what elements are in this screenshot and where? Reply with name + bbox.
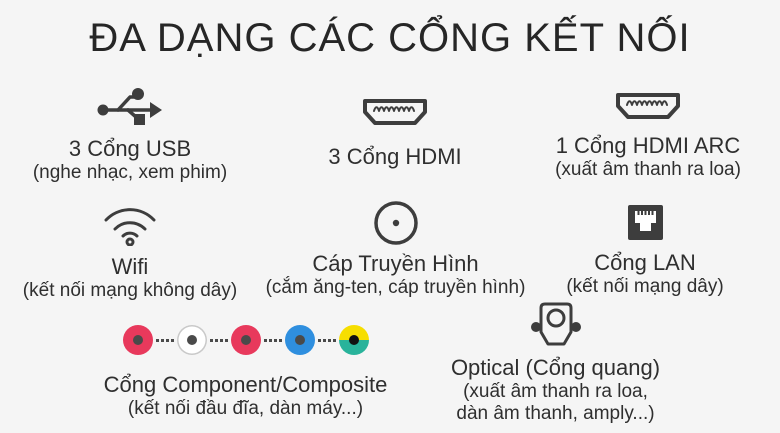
wifi-sublabel: (kết nối mạng không dây): [22, 279, 238, 301]
section-optical: [428, 301, 683, 426]
component-connectors-icon: [123, 324, 369, 356]
component-label: Cổng Component/Composite: [103, 372, 388, 397]
hdmi-arc-label: 1 Cổng HDMI ARC: [555, 133, 741, 158]
section-component: [73, 324, 418, 420]
hdmi-icon: [360, 98, 430, 126]
section-usb: [5, 84, 255, 184]
wifi-label: Wifi: [111, 254, 149, 279]
connector-dots: [210, 339, 228, 342]
section-wifi: [5, 203, 255, 302]
cable-tv-sublabel: (cắm ăng-ten, cáp truyền hình): [265, 276, 526, 298]
section-lan: [530, 204, 760, 298]
rca-connector-red-1: [123, 325, 153, 355]
component-sublabel: (kết nối đầu đĩa, dàn máy...): [127, 397, 364, 419]
lan-sublabel: (kết nối mạng dây): [566, 275, 724, 297]
hdmi-label: 3 Cổng HDMI: [328, 144, 462, 169]
ethernet-lan-icon: [627, 204, 664, 241]
hdmi-arc-sublabel: (xuất âm thanh ra loa): [555, 158, 741, 180]
lan-label: Cổng LAN: [594, 250, 696, 275]
hdmi-arc-icon: [613, 92, 683, 120]
usb-sublabel: (nghe nhạc, xem phim): [32, 161, 228, 183]
rca-connector-blue: [285, 325, 315, 355]
wifi-icon: [102, 203, 158, 245]
section-hdmi-arc: [523, 92, 773, 181]
section-cable-tv: [263, 200, 528, 299]
connector-dots: [156, 339, 174, 342]
cable-tv-label: Cáp Truyền Hình: [312, 251, 479, 276]
optical-label: Optical (Cổng quang): [450, 355, 661, 380]
optical-port-icon: [527, 301, 585, 348]
connector-dots: [318, 339, 336, 342]
optical-sublabel-line1: (xuất âm thanh ra loa,: [463, 380, 648, 402]
rca-connector-white: [177, 325, 207, 355]
usb-icon: [96, 84, 164, 126]
usb-label: 3 Cổng USB: [68, 136, 192, 161]
section-hdmi: [285, 98, 505, 170]
connector-dots: [264, 339, 282, 342]
optical-sublabel-line2: dàn âm thanh, amply...): [456, 403, 655, 425]
page-title: ĐA DẠNG CÁC CỔNG KẾT NỐI: [89, 16, 691, 60]
coax-antenna-icon: [373, 200, 419, 245]
rca-connector-red-2: [231, 325, 261, 355]
rca-connector-yellow-teal: [339, 325, 369, 355]
